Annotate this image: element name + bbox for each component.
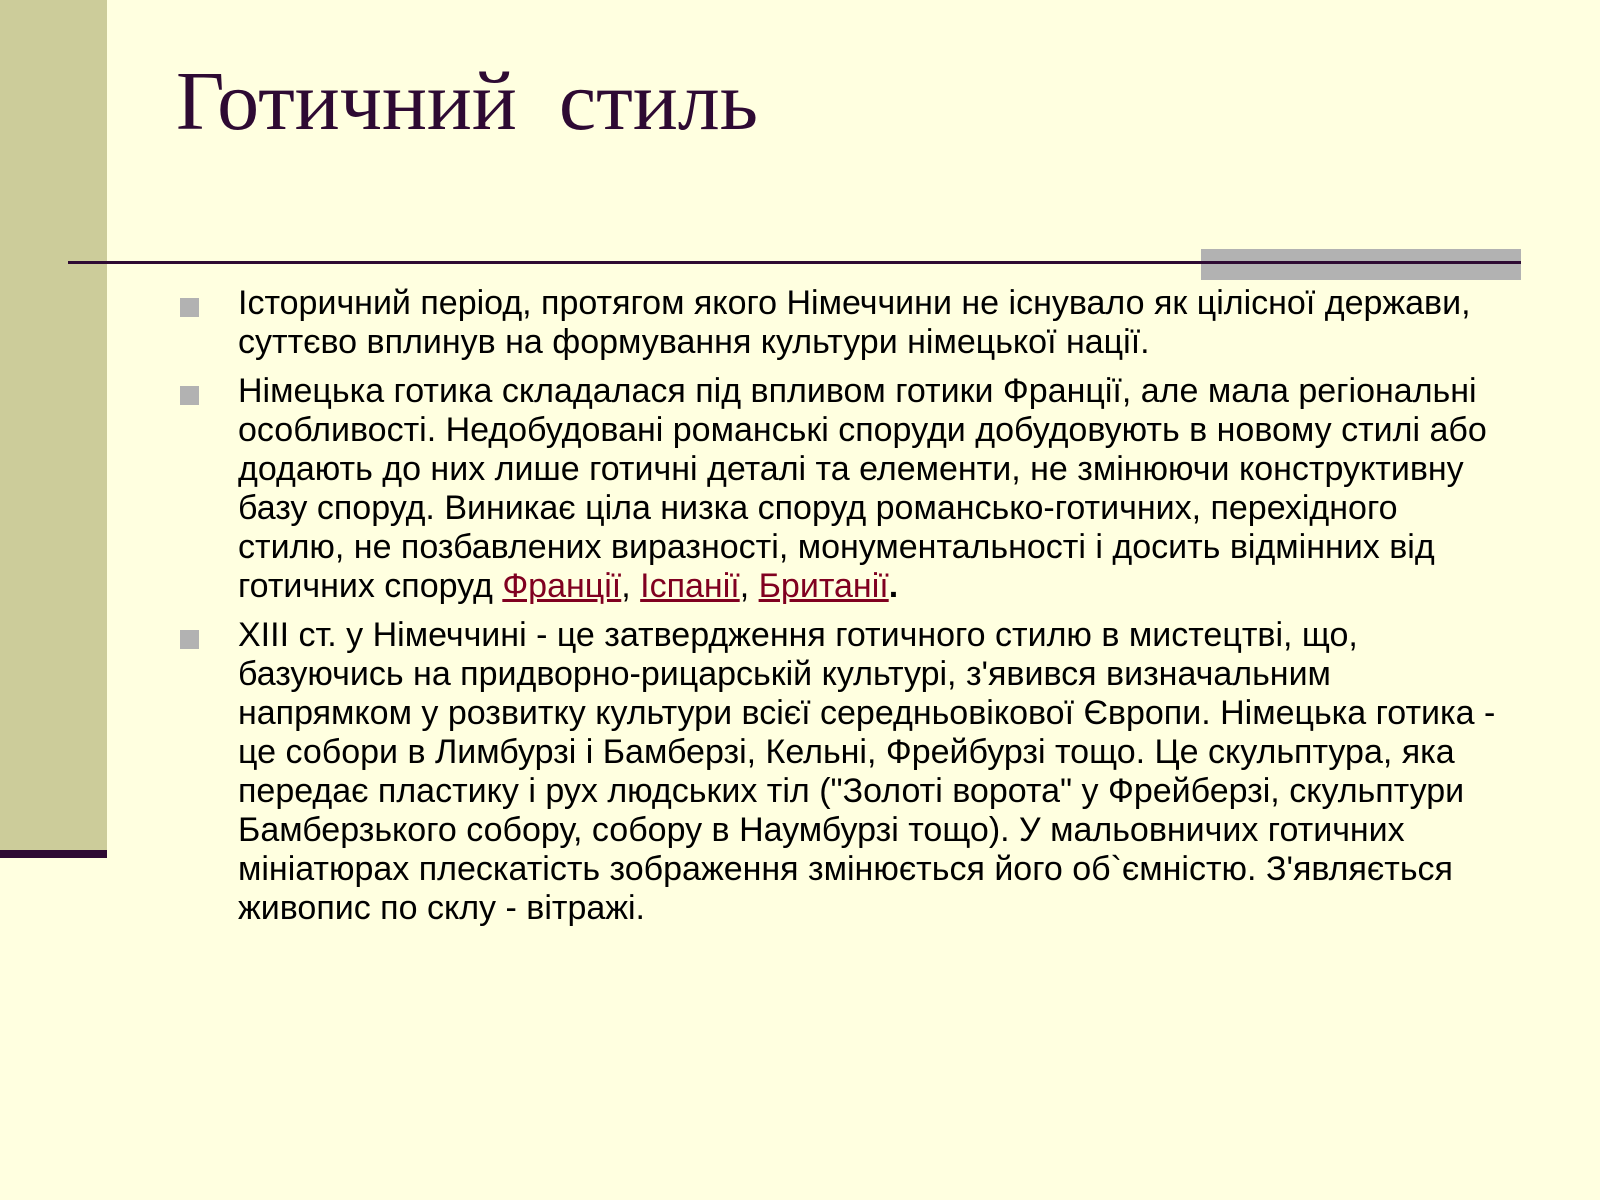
bullet-item-1 <box>176 284 1496 362</box>
square-bullet-icon <box>180 386 199 405</box>
link-france[interactable]: Франції <box>502 567 622 605</box>
square-bullet-icon <box>180 630 199 649</box>
link-separator: , <box>621 567 641 605</box>
bullet-list <box>176 284 1496 938</box>
left-decorative-band <box>0 0 107 850</box>
title-accent-bar <box>1201 249 1521 280</box>
bullet-text: Історичний період, протягом якого Німеччини не існувало як цілісної держави, суттєво вплинув на формування культури німецької нації. <box>238 284 1471 361</box>
link-spain[interactable]: Іспанії <box>640 567 740 605</box>
bullet-text: XIII ст. у Німеччині - це затвердження готичного стилю в мистецтві, що, базуючись на придворно-рицарській культурі, з'явився визначальним напрямком у розвитку культури всієї середньовікової Європи. Німецька готика - це собори в Лимбурзі і Бамберзі, Кельні, Фрейбурзі тощо. Це скульптура, яка передає пластику і рух людських тіл ("Золоті ворота" у Фрейберзі, скульптури Бамберзького собору, собору в Наумбурзі тощо). У мальовничих готичних мініатюрах плескатість зображення змінюється його об`ємністю. З'являється живопис по склу - вітражі. <box>238 616 1496 927</box>
link-britain[interactable]: Британії <box>758 567 889 605</box>
left-band-base-line <box>0 850 107 858</box>
title-accent-line <box>1201 261 1521 264</box>
bullet-text: Німецька готика складалася під впливом готики Франції, але мала регіональні особливості. Недобудовані романські споруди добудовують в новому стилі або додають до них лише готичні деталі та елементи, не змінюючи конструктивну базу споруд. Виникає ціла низка споруд романсько-готичних, перехідного стилю, не позбавлених виразності, монументальності і досить відмінних від готичних споруд <box>238 372 1487 605</box>
bullet-end-period: . <box>888 567 899 605</box>
square-bullet-icon <box>180 298 199 317</box>
bullet-item-3 <box>176 616 1496 928</box>
slide-title: Готичний стиль <box>176 55 759 148</box>
bullet-item-2 <box>176 372 1496 606</box>
link-separator: , <box>739 567 759 605</box>
